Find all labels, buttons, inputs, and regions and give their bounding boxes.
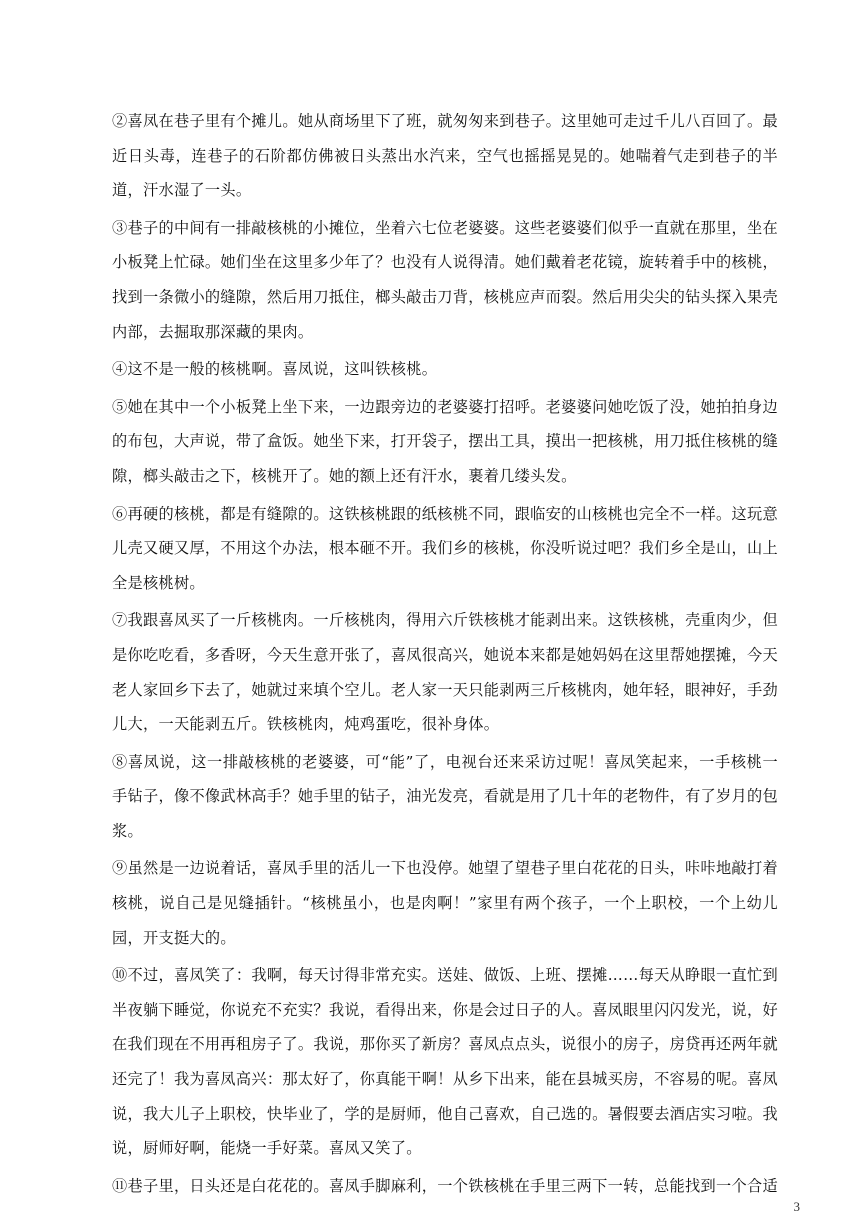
paragraph-8: ⑧喜凤说，这一排敲核桃的老婆婆，可“能”了，电视台还来采访过呢！喜凤笑起来，一手核桃一手钻子，像不像武林高手？她手里的钻子，油光发亮，看就是用了几十年的老物件，有了岁月的包浆。 (112, 752, 778, 840)
paragraph-11: ⑪巷子里，日头还是白花花的。喜凤手脚麻利，一个铁核桃在手里三两下一转，总能找到一个合适 (112, 1176, 778, 1195)
paragraph-3: ③巷子的中间有一排敲核桃的小摊位，坐着六七位老婆婆。这些老婆婆们似乎一直就在那里，坐在小板凳上忙碌。她们坐在这里多少年了？也没有人说得清。她们戴着老花镜，旋转着手中的核桃，找到一条微小的缝隙，然后用刀抵住，榔头敲击刀背，核桃应声而裂。然后用尖尖的钻头探入果壳内部，去掘取那深藏的果肉。 (112, 218, 778, 341)
paragraph-4: ④这不是一般的核桃啊。喜凤说，这叫铁核桃。 (112, 360, 438, 379)
paragraph-9: ⑨虽然是一边说着话，喜凤手里的活儿一下也没停。她望了望巷子里白花花的日头，咔咔地敲打着核桃，说自己是见缝插针。“核桃虽小，也是肉啊！”家里有两个孩子，一个上职校，一个上幼儿园，开支挺大的。 (112, 859, 778, 947)
paragraph-5: ⑤她在其中一个小板凳上坐下来，一边跟旁边的老婆婆打招呼。老婆婆问她吃饭了没，她拍拍身边的布包，大声说，带了盒饭。她坐下来，打开袋子，摆出工具，摸出一把核桃，用刀抵住核桃的缝隙，榔头敲击之下，核桃开了。她的额上还有汗水，裹着几缕头发。 (112, 397, 778, 485)
paragraph-2: ②喜凤在巷子里有个摊儿。她从商场里下了班，就匆匆来到巷子。这里她可走过千儿八百回了。最近日头毒，连巷子的石阶都仿佛被日头蒸出水汽来，空气也摇摇晃晃的。她喘着气走到巷子的半道，汗水湿了一头。 (112, 112, 778, 200)
paragraph-6: ⑥再硬的核桃，都是有缝隙的。这铁核桃跟的纸核桃不同，跟临安的山核桃也完全不一样。这玩意儿壳又硬又厚，不用这个办法，根本砸不开。我们乡的核桃，你没听说过吧？我们乡全是山，山上全是核桃树。 (112, 504, 778, 592)
page-number: 3 (793, 1199, 800, 1214)
paragraph-10: ⑩不过，喜凤笑了：我啊，每天讨得非常充实。送娃、做饭、上班、摆摊……每天从睁眼一直忙到半夜躺下睡觉，你说充不充实？我说，看得出来，你是会过日子的人。喜凤眼里闪闪发光，说，好在我们现在不用再租房子了。我说，那你买了新房？喜凤点点头，说很小的房子，房贷再还两年就还完了！我为喜凤高兴：那太好了，你真能干啊！从乡下出来，能在县城买房，不容易的呢。喜凤说，我大儿子上职校，快毕业了，学的是厨师，他自己喜欢，自己选的。暑假要去酒店实习啦。我说，厨师好啊，能烧一手好菜。喜凤又笑了。 (112, 966, 778, 1158)
article-body (112, 104, 778, 1206)
paragraph-7: ⑦我跟喜凤买了一斤核桃肉。一斤核桃肉，得用六斤铁核桃才能剥出来。这铁核桃，壳重肉少，但是你吃吃看，多香呀，今天生意开张了，喜凤很高兴，她说本来都是她妈妈在这里帮她摆摊，今天老人家回乡下去了，她就过来填个空儿。老人家一天只能剥两三斤核桃肉，她年轻，眼神好，手劲儿大，一天能剥五斤。铁核桃肉，炖鸡蛋吃，很补身体。 (112, 611, 778, 734)
